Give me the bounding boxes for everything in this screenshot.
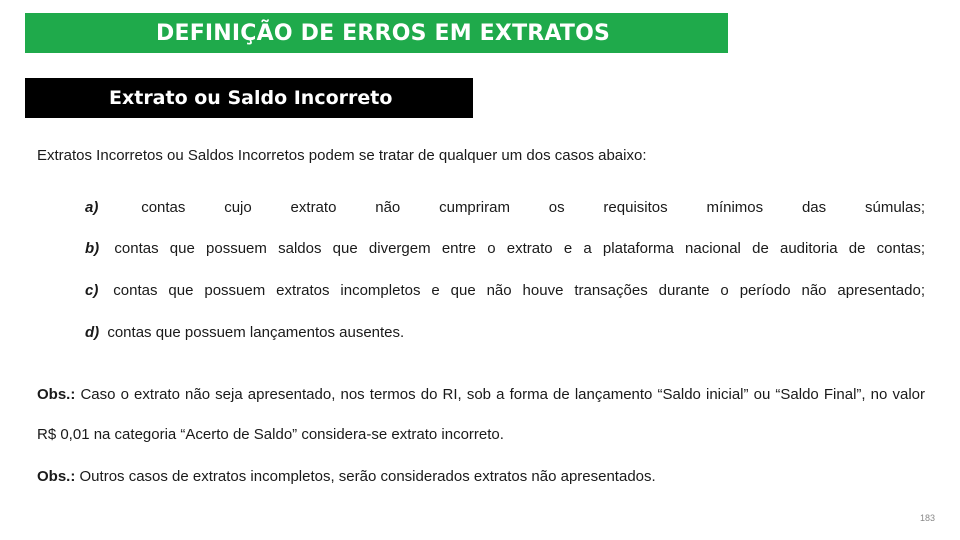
list-marker: a) — [85, 199, 99, 216]
observation-text: Outros casos de extratos incompletos, serão considerados extratos não apresentados. — [79, 468, 656, 485]
page-title: DEFINIÇÃO DE ERROS EM EXTRATOS — [156, 20, 611, 46]
observation-text: Caso o extrato não seja apresentado, nos termos do RI, sob a forma de lançamento “Saldo inicial” ou “Saldo Final”, no valor R$ 0,01 na categoria “Acerto de Saldo” considera-se extrato incorreto. — [37, 386, 925, 443]
observation-2 — [37, 468, 656, 485]
title-banner — [25, 13, 728, 53]
list-marker: c) — [85, 282, 99, 299]
observation-label: Obs.: — [37, 386, 76, 403]
section-heading: Extrato ou Saldo Incorreto — [109, 87, 393, 109]
list-item-d — [85, 324, 925, 341]
intro-paragraph: Extratos Incorretos ou Saldos Incorretos podem se tratar de qualquer um dos casos abaixo: — [37, 147, 647, 164]
list-marker: b) — [85, 240, 100, 257]
list-item-text: contas que possuem extratos incompletos e que não houve transações durante o período não apresentado; — [113, 282, 926, 299]
list-item-text: contas cujo extrato não cumpriram os requisitos mínimos das súmulas; — [141, 199, 925, 216]
subtitle-banner — [25, 78, 473, 118]
observation-1 — [37, 375, 925, 455]
list-item-text: contas que possuem saldos que divergem entre o extrato e a plataforma nacional de auditoria de contas; — [114, 240, 925, 257]
observation-label: Obs.: — [37, 468, 76, 485]
list-item-c — [85, 282, 925, 299]
list-marker: d) — [85, 324, 100, 341]
list-item-b — [85, 240, 925, 257]
page-number: 183 — [919, 513, 935, 523]
list-item-text: contas que possuem lançamentos ausentes. — [107, 324, 405, 341]
list-item-a — [85, 199, 925, 216]
